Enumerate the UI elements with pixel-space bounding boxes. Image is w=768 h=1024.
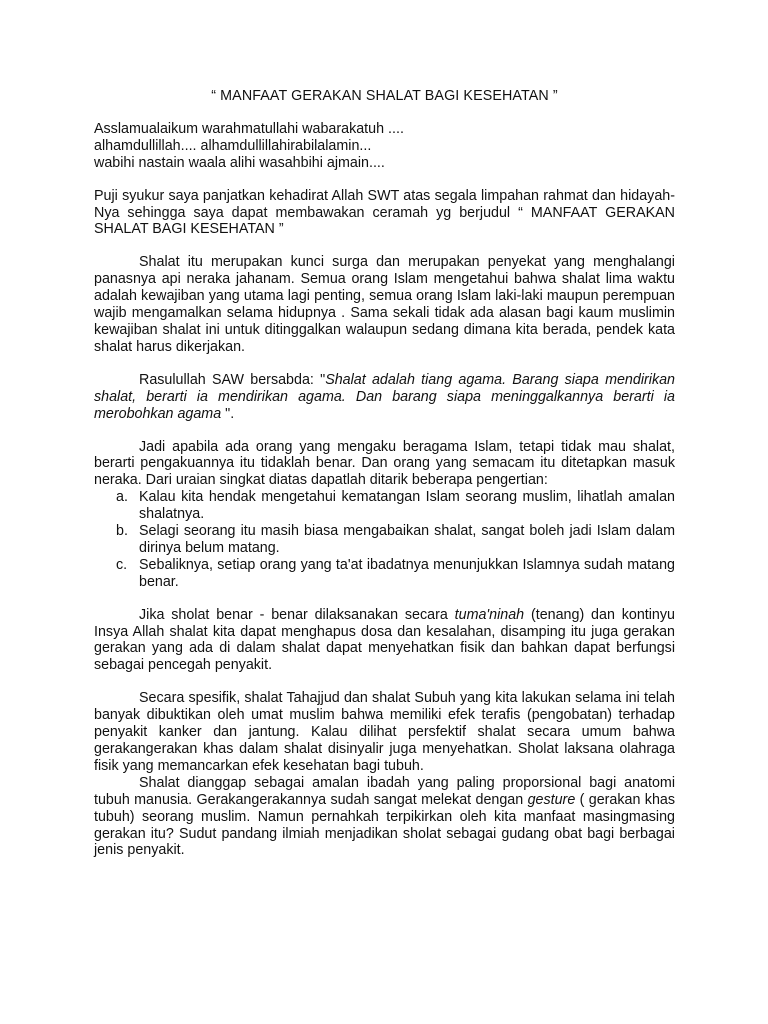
- list-item-text: Sebaliknya, setiap orang yang ta'at ibadatnya menunjukkan Islamnya sudah matang benar.: [139, 556, 675, 590]
- hadith-paragraph: [94, 372, 675, 423]
- list-marker: c.: [116, 556, 128, 573]
- list-marker: a.: [116, 489, 128, 506]
- intro-paragraph: Puji syukur saya panjatkan kehadirat Allah SWT atas segala limpahan rahmat dan hidayah-Nya sehingga saya dapat membawakan ceramah yg berjudul “ MANFAAT GERAKAN SHALAT BAGI KESEHATAN ”: [94, 187, 675, 238]
- tumaninah-tail: (tenang) dan kontinyu Insya Allah shalat kita dapat menghapus dosa dan kesalahan, disamping itu juga gerakan gerakan yang ada di dalam shalat dapat menyehatkan fisik dan bahkan dapat berfungsi sebagai pencegah penyakit.: [94, 606, 675, 674]
- document-page: [94, 88, 675, 875]
- opening-greeting: [94, 121, 675, 172]
- points-list: [94, 489, 675, 590]
- hadith-tail: ".: [221, 405, 235, 422]
- list-item: [94, 489, 675, 523]
- specific-paragraph: Secara spesifik, shalat Tahajjud dan shalat Subuh yang kita lakukan selama ini telah banyak dibuktikan oleh umat muslim bahwa memiliki efek terafis (pengobatan) terhadap penyakit kanker dan jantung. Kalau dilihat persfektif shalat secara umum bahwa gerakangerakan khas dalam shalat disinyalir juga menyehatkan. Sholat laksana olahraga fisik yang memancarkan efek kesehatan bagi tubuh.: [94, 690, 675, 774]
- anatomy-tail: ( gerakan khas tubuh) seorang muslim. Namun pernahkah terpikirkan oleh kita manfaat masingmasing gerakan itu? Sudut pandang ilmiah menjadikan sholat sebagai gudang obat bagi berbagai jenis penyakit.: [94, 791, 675, 859]
- list-marker: b.: [116, 523, 128, 540]
- greeting-line-2: alhamdullillah.... alhamdullillahirabilalamin...: [94, 137, 372, 154]
- anatomy-paragraph: [94, 775, 675, 860]
- list-item-text: Selagi seorang itu masih biasa mengabaikan shalat, sangat boleh jadi Islam dalam dirinya belum matang.: [139, 523, 675, 556]
- greeting-line-3: wabihi nastain waala alihi wasahbihi ajmain....: [94, 154, 385, 171]
- greeting-line-1: Asslamualaikum warahmatullahi wabarakatuh ....: [94, 120, 404, 137]
- tumaninah-paragraph: [94, 607, 675, 675]
- anatomy-lead: Shalat dianggap sebagai amalan ibadah yang paling proporsional bagi anatomi tubuh manusia. Gerakangerakannya sudah sangat melekat dengan: [94, 774, 675, 808]
- tumaninah-lead: Jika sholat benar - benar dilaksanakan secara: [139, 606, 455, 623]
- list-item-text: Kalau kita hendak mengetahui kematangan Islam seorang muslim, lihatlah amalan shalatnya.: [139, 489, 675, 523]
- tumaninah-term: tuma'ninah: [454, 606, 525, 623]
- gesture-term: gesture: [527, 791, 576, 808]
- shalat-paragraph: Shalat itu merupakan kunci surga dan merupakan penyekat yang menghalangi panasnya api neraka jahanam. Semua orang Islam mengetahui bahwa shalat lima waktu adalah kewajiban yang utama lagi penting, semua orang Islam laki-laki maupun perempuan wajib mengamalkan selama hidupnya . Sama sekali tidak ada alasan bagi kaum muslimin kewajiban shalat ini untuk ditinggalkan walaupun sedang dimana kita berada, pendek kata shalat harus dikerjakan.: [94, 254, 675, 355]
- hadith-quote: Shalat adalah tiang agama. Barang siapa mendirikan shalat, berarti ia mendirikan agama. Dan barang siapa meninggalkannya berarti ia merobohkan agama: [94, 371, 676, 422]
- conclusion-paragraph: Jadi apabila ada orang yang mengaku beragama Islam, tetapi tidak mau shalat, berarti pengakuannya itu tidaklah benar. Dan orang yang semacam itu ditetapkan masuk neraka. Dari uraian singkat diatas dapatlah ditarik beberapa pengertian:: [94, 438, 675, 489]
- hadith-lead: Rasulullah SAW bersabda: ": [139, 371, 326, 388]
- document-title: “ MANFAAT GERAKAN SHALAT BAGI KESEHATAN ”: [211, 88, 558, 104]
- list-item: [94, 523, 675, 557]
- list-item: [94, 557, 675, 591]
